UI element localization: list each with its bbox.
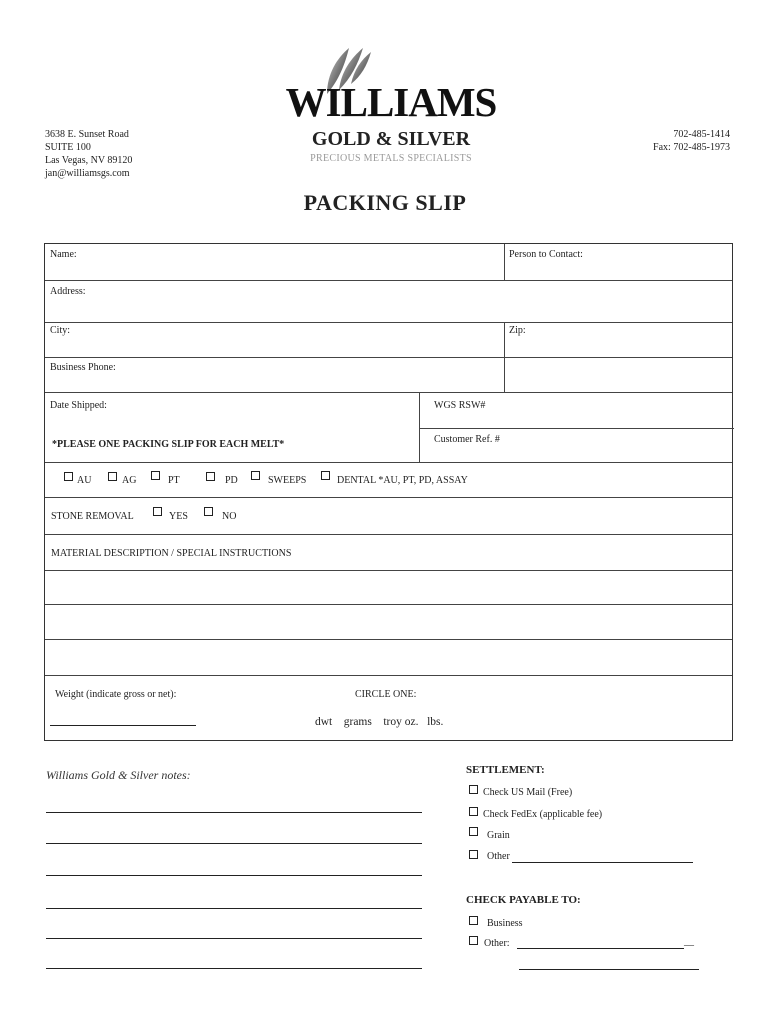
stone-no-label: NO (222, 511, 237, 522)
checkbox-pd[interactable] (206, 472, 215, 481)
metal-dental-label: DENTAL *AU, PT, PD, ASSAY (337, 475, 468, 486)
notes-line[interactable] (46, 968, 422, 969)
payable-other-suffix: __ (684, 936, 694, 947)
payable-extra-line[interactable] (519, 969, 699, 970)
checkbox-sweeps[interactable] (251, 471, 260, 480)
stone-removal-label: STONE REMOVAL (51, 511, 134, 522)
notes-line[interactable] (46, 875, 422, 876)
row-divider (45, 639, 732, 640)
circle-one-label: CIRCLE ONE: (355, 689, 417, 700)
packing-slip-form (44, 243, 733, 741)
checkbox-ag[interactable] (108, 472, 117, 481)
settlement-option-other: Other (487, 851, 510, 862)
payable-option-business: Business (487, 918, 523, 929)
row-divider (45, 570, 732, 571)
packing-note: *PLEASE ONE PACKING SLIP FOR EACH MELT* (52, 439, 285, 450)
business-phone-label: Business Phone: (50, 362, 116, 373)
address-line-2: SUITE 100 (45, 142, 91, 153)
contact-label: Person to Contact: (509, 249, 583, 260)
company-address (45, 128, 132, 180)
company-tagline: PRECIOUS METALS SPECIALISTS (310, 153, 472, 164)
name-label: Name: (50, 249, 77, 260)
settlement-option-grain: Grain (487, 830, 510, 841)
checkbox-pt[interactable] (151, 471, 160, 480)
metal-ag-label: AG (122, 475, 137, 486)
row-divider (45, 280, 732, 281)
checkbox-grain[interactable] (469, 827, 478, 836)
checkbox-au[interactable] (64, 472, 73, 481)
checkbox-other-payable[interactable] (469, 936, 478, 945)
metal-pd-label: PD (225, 475, 238, 486)
company-fax: Fax: 702-485-1973 (653, 142, 730, 153)
wgs-rsw-label: WGS RSW# (434, 400, 486, 411)
checkbox-business[interactable] (469, 916, 478, 925)
company-phone: 702-485-1414 (673, 129, 730, 140)
material-description-label: MATERIAL DESCRIPTION / SPECIAL INSTRUCTIONS (51, 548, 292, 559)
notes-line[interactable] (46, 843, 422, 844)
weight-label: Weight (indicate gross or net): (55, 689, 177, 700)
address-line-3: Las Vegas, NV 89120 (45, 155, 133, 166)
notes-line[interactable] (46, 938, 422, 939)
company-brand (276, 80, 506, 164)
metal-sweeps-label: SWEEPS (268, 475, 307, 486)
company-name: WILLIAMS (285, 79, 497, 125)
address-line-1: 3638 E. Sunset Road (45, 129, 129, 140)
settlement-other-line[interactable] (512, 862, 693, 863)
notes-title: Williams Gold & Silver notes: (46, 768, 191, 782)
row-divider (45, 604, 732, 605)
company-subtitle: GOLD & SILVER (311, 128, 471, 150)
company-email: jan@williamsgs.com (45, 168, 130, 179)
metal-pt-label: PT (168, 475, 180, 486)
payable-option-other: Other: (484, 938, 510, 949)
row-divider (45, 462, 732, 463)
row-divider (45, 675, 732, 676)
col-divider (504, 322, 505, 392)
row-divider (45, 534, 732, 535)
col-divider (504, 244, 505, 280)
notes-line[interactable] (46, 908, 422, 909)
row-divider (45, 357, 732, 358)
city-label: City: (50, 325, 71, 336)
col-divider (419, 392, 420, 462)
checkbox-other-settlement[interactable] (469, 850, 478, 859)
row-divider (45, 497, 732, 498)
row-divider (45, 392, 732, 393)
page-title: PACKING SLIP (303, 190, 467, 215)
checkbox-stone-yes[interactable] (153, 507, 162, 516)
weight-units: dwt grams troy oz. lbs. (315, 716, 444, 728)
stone-yes-label: YES (169, 511, 188, 522)
checkbox-check-fedex[interactable] (469, 807, 478, 816)
date-shipped-label: Date Shipped: (50, 400, 107, 411)
checkbox-stone-no[interactable] (204, 507, 213, 516)
check-payable-title: CHECK PAYABLE TO: (466, 894, 581, 906)
settlement-option-us-mail: Check US Mail (Free) (483, 787, 573, 798)
payable-other-line[interactable] (517, 948, 684, 949)
company-phone-block (653, 128, 730, 154)
weight-entry-line[interactable] (50, 725, 196, 726)
checkbox-check-us-mail[interactable] (469, 785, 478, 794)
metal-au-label: AU (77, 475, 92, 486)
notes-line[interactable] (46, 812, 422, 813)
checkbox-dental[interactable] (321, 471, 330, 480)
customer-ref-label: Customer Ref. # (434, 434, 500, 445)
address-label: Address: (50, 286, 86, 297)
settlement-title: SETTLEMENT: (466, 764, 545, 776)
zip-label: Zip: (509, 325, 526, 336)
row-divider (419, 428, 734, 429)
row-divider (45, 322, 732, 323)
settlement-option-fedex: Check FedEx (applicable fee) (483, 809, 603, 820)
